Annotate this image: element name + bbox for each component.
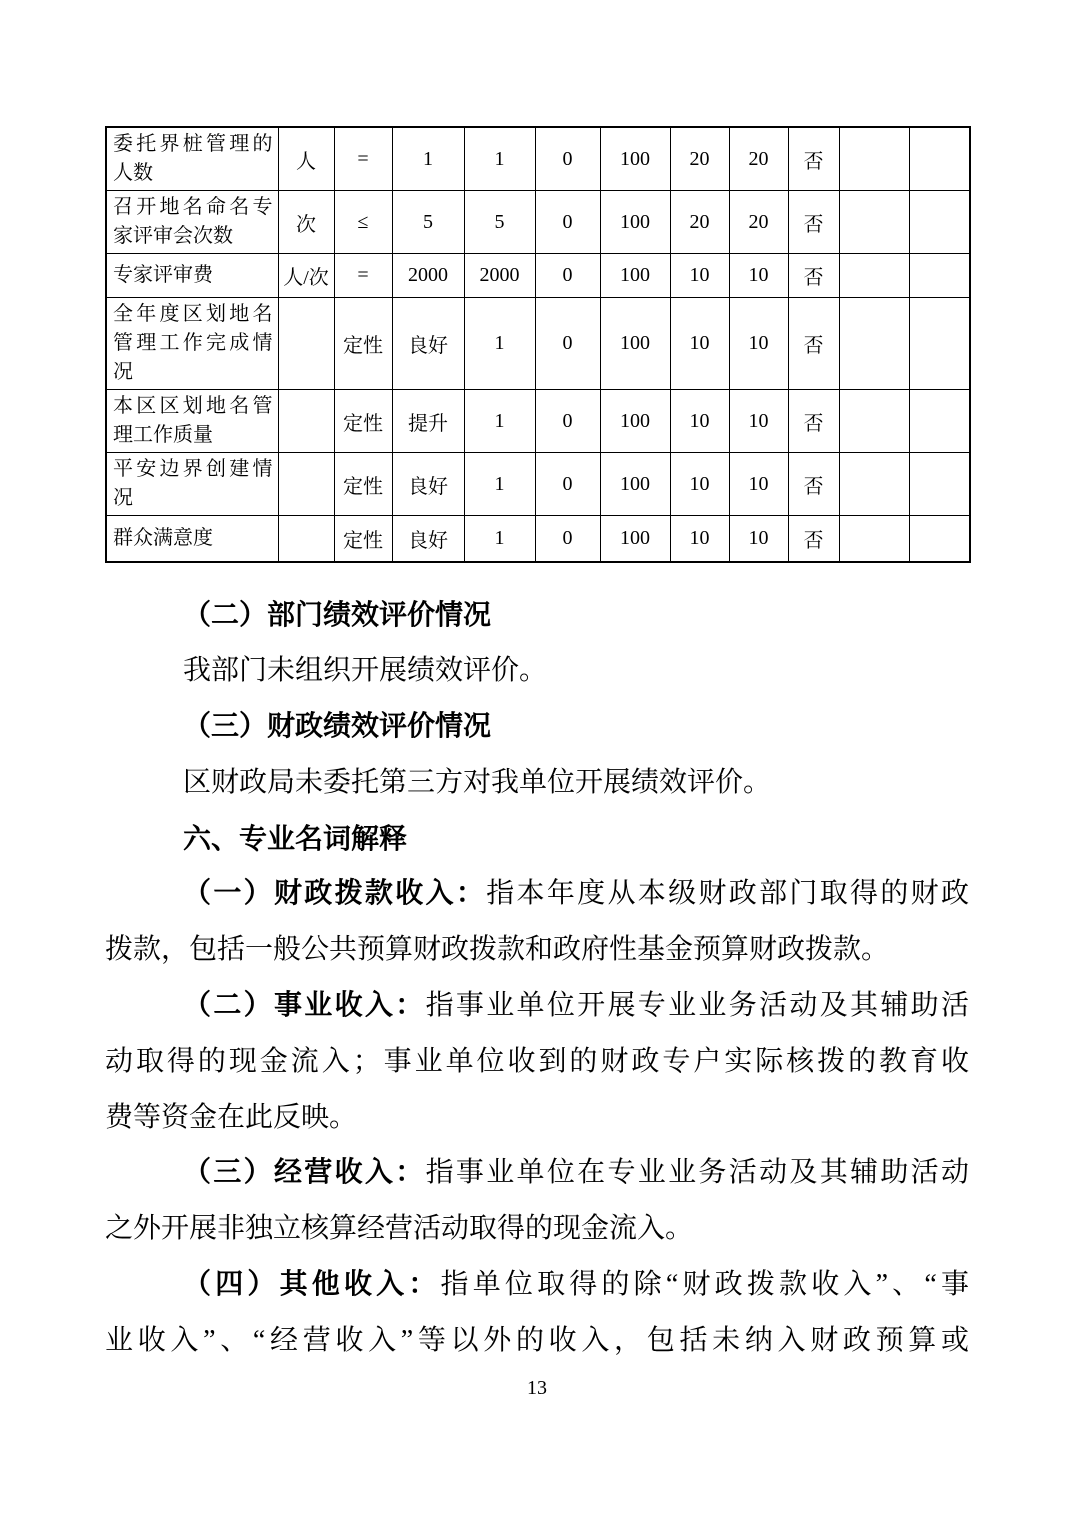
table-cell: 良好 (392, 453, 464, 516)
term-text: 指事业单位开展专业业务活动及其辅助活 (425, 990, 969, 1022)
term-line (105, 978, 969, 1034)
table-cell: 否 (788, 191, 839, 254)
table-cell: 5 (392, 191, 464, 254)
table-cell: 0 (535, 298, 600, 390)
table-cell: 0 (535, 191, 600, 254)
table-cell (839, 298, 909, 390)
table-cell: 20 (670, 191, 729, 254)
table-row (106, 390, 970, 453)
term-line: 拨款，包括一般公共预算财政拨款和政府性基金预算财政拨款。 (105, 934, 890, 966)
table-cell: 1 (464, 390, 535, 453)
table-cell: 1 (464, 516, 535, 562)
body-text (105, 563, 969, 1369)
table-cell (839, 453, 909, 516)
table-cell: 100 (600, 254, 670, 298)
table-cell: 否 (788, 127, 839, 191)
term-text: 指单位取得的除“财政拨款收入”、“事 (440, 1269, 969, 1301)
indicator-name-cell: 本区区划地名管理工作质量 (106, 390, 278, 453)
paragraph-line: 我部门未组织开展绩效评价。 (183, 655, 548, 687)
table-cell: 100 (600, 127, 670, 191)
table-cell: = (334, 127, 392, 191)
table-cell: 定性 (334, 390, 392, 453)
table-cell (909, 298, 970, 390)
table-cell: 否 (788, 516, 839, 562)
table-row (106, 191, 970, 254)
table-cell: 10 (670, 453, 729, 516)
table-cell (909, 127, 970, 191)
table-cell (839, 191, 909, 254)
term-line: 之外开展非独立核算经营活动取得的现金流入。 (105, 1213, 694, 1245)
table-row (106, 254, 970, 298)
term-text: 指本年度从本级财政部门取得的财政 (486, 878, 969, 910)
table-cell: 0 (535, 254, 600, 298)
table-cell (909, 390, 970, 453)
table-row (106, 298, 970, 390)
table-cell: 定性 (334, 453, 392, 516)
table-cell: 良好 (392, 298, 464, 390)
term-line (105, 1257, 969, 1313)
table-cell: 2000 (464, 254, 535, 298)
table-cell: 10 (670, 254, 729, 298)
table-cell: 1 (392, 127, 464, 191)
chapter-heading-glossary: 六、专业名词解释 (183, 822, 408, 854)
table-cell (839, 254, 909, 298)
table-cell: 10 (729, 254, 788, 298)
indicator-name-cell: 群众满意度 (106, 516, 278, 562)
table-cell: 定性 (334, 516, 392, 562)
section-heading-dept-eval: （二）部门绩效评价情况 (183, 599, 492, 631)
table-cell: 100 (600, 516, 670, 562)
table-cell: 1 (464, 453, 535, 516)
table-cell: 20 (670, 127, 729, 191)
table-cell: 0 (535, 516, 600, 562)
paragraph-line: 区财政局未委托第三方对我单位开展绩效评价。 (183, 766, 772, 798)
table-cell: 100 (600, 298, 670, 390)
table-cell: = (334, 254, 392, 298)
table-cell: 10 (670, 390, 729, 453)
indicator-name-cell: 专家评审费 (106, 254, 278, 298)
section-heading-fin-eval: （三）财政绩效评价情况 (183, 711, 492, 743)
table-cell: 5 (464, 191, 535, 254)
table-row (106, 516, 970, 562)
term-line (105, 866, 969, 922)
indicator-name-cell: 委托界桩管理的人数 (106, 127, 278, 191)
table-cell: ≤ (334, 191, 392, 254)
indicator-name-cell: 召开地名命名专家评审会次数 (106, 191, 278, 254)
table-cell: 否 (788, 453, 839, 516)
term-label: （四）其他收入： (183, 1269, 441, 1301)
table-cell: 20 (729, 127, 788, 191)
table-row (106, 453, 970, 516)
indicator-name-cell: 全年度区划地名管理工作完成情况 (106, 298, 278, 390)
term-text: 指事业单位在专业业务活动及其辅助活动 (425, 1157, 969, 1189)
table-cell: 2000 (392, 254, 464, 298)
term-line (105, 1145, 969, 1201)
term-label: （一）财政拨款收入： (183, 878, 487, 910)
performance-indicator-table (105, 126, 971, 563)
table-cell: 人 (278, 127, 334, 191)
table-cell: 10 (729, 453, 788, 516)
table-cell: 10 (670, 298, 729, 390)
table-cell (278, 390, 334, 453)
table-cell (909, 453, 970, 516)
page-number: 13 (527, 1377, 547, 1399)
table-cell (278, 453, 334, 516)
table-cell: 100 (600, 390, 670, 453)
table-cell: 0 (535, 390, 600, 453)
table-cell (839, 127, 909, 191)
table-cell: 否 (788, 298, 839, 390)
table-cell: 0 (535, 453, 600, 516)
table-cell: 定性 (334, 298, 392, 390)
table-cell: 100 (600, 191, 670, 254)
term-label: （三）经营收入： (183, 1157, 426, 1189)
table-cell: 否 (788, 254, 839, 298)
table-cell: 10 (729, 390, 788, 453)
term-label: （二）事业收入： (183, 990, 426, 1022)
table-cell (839, 516, 909, 562)
indicator-name-cell: 平安边界创建情况 (106, 453, 278, 516)
table-cell: 10 (729, 516, 788, 562)
table-cell (839, 390, 909, 453)
term-line: 业收入”、“经营收入”等以外的收入，包括未纳入财政预算或 (105, 1324, 969, 1356)
table-cell (909, 254, 970, 298)
table-cell: 10 (670, 516, 729, 562)
table-cell: 10 (729, 298, 788, 390)
table-cell: 1 (464, 298, 535, 390)
table-cell: 良好 (392, 516, 464, 562)
table-row (106, 127, 970, 191)
table-cell (278, 298, 334, 390)
table-cell: 否 (788, 390, 839, 453)
table-cell (278, 516, 334, 562)
table-cell: 人/次 (278, 254, 334, 298)
table-cell (909, 191, 970, 254)
table-cell: 次 (278, 191, 334, 254)
term-line: 费等资金在此反映。 (105, 1101, 358, 1133)
table-cell: 提升 (392, 390, 464, 453)
table-cell: 20 (729, 191, 788, 254)
table-cell: 0 (535, 127, 600, 191)
term-line: 动取得的现金流入；事业单位收到的财政专户实际核拨的教育收 (105, 1045, 969, 1077)
table-cell (909, 516, 970, 562)
table-cell: 1 (464, 127, 535, 191)
table-cell: 100 (600, 453, 670, 516)
